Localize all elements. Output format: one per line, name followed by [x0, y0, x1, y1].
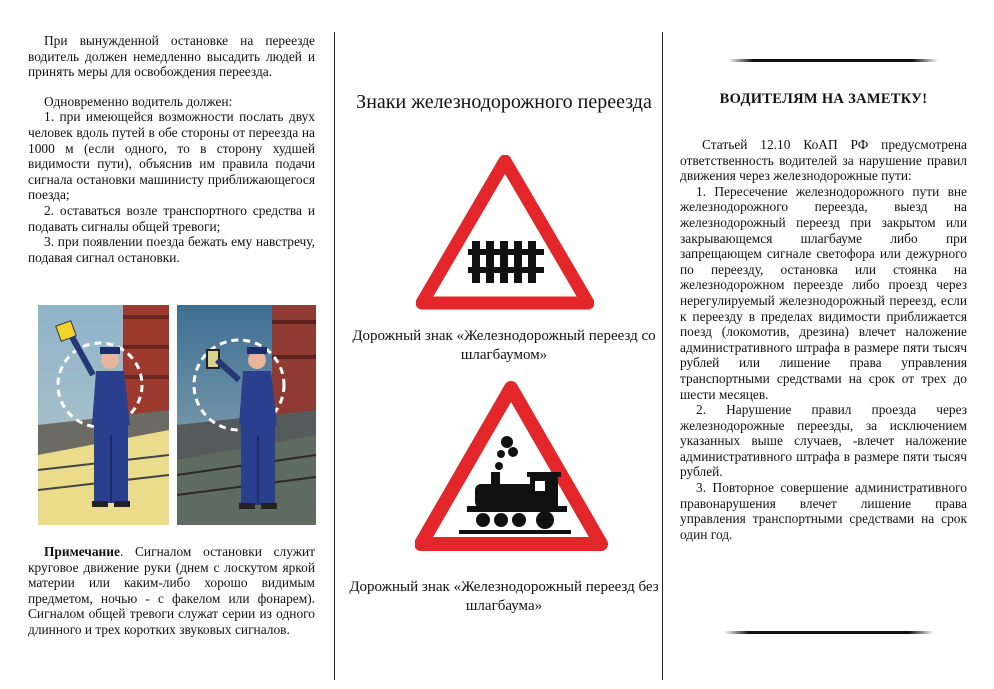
note-label: Примечание: [44, 544, 120, 559]
sign2-caption: Дорожный знак «Железнодорожный переезд без шлагбаума»: [349, 579, 659, 614]
left-item-3: 3. при появлении поезда бежать ему навстречу, подавая сигнал остановки.: [28, 234, 315, 265]
signs-title: Знаки железнодорожного переезда: [356, 91, 652, 113]
right-item-2: 2. Нарушение правил проезда через железнодорожные переезды, за исключением указанных выше случаев, -влечет наложение административного штрафа в размере пяти тысяч рублей.: [680, 402, 967, 480]
divider-left: [334, 32, 335, 680]
left-item-2: 2. оставаться возле транспортного средства и подавать сигналы общей тревоги;: [28, 202, 315, 234]
left-item-1: 1. при имеющейся возможности послать двух человек вдоль путей в обе стороны от переезда на 1000 м (если одного, то в сторону худшей видимости пути), объяснив им правила подачи сигнала остановки машинисту приближающегося поезда;: [28, 109, 315, 203]
railway-crossing-without-barrier-sign: [415, 380, 608, 552]
right-item-1: 1. Пересечение железнодорожного пути вне железнодорожного переезда, выезд на железнодорожный переезд при закрытом или закрывающемся шлагбауме либо при запрещающем сигнале светофора или дежурного по переезду, остановка или стоянка на железнодорожном переезде либо проезд через нерегулируемый железнодорожный переезд, если к переезду в пределах видимости приближается поезд (локомотив, дрезина) влечет наложение административного штрафа в размере пяти тысяч рублей или лишение права управления транспортными средствами на срок от трех до шести месяцев.: [680, 183, 967, 402]
notice-title: ВОДИТЕЛЯМ НА ЗАМЕТКУ!: [719, 91, 928, 107]
divider-right: [662, 32, 663, 680]
bottom-rule: [724, 631, 934, 634]
sign1-caption: Дорожный знак «Железнодорожный переезд со шлагбаумом»: [352, 328, 656, 363]
left-para-1: При вынужденной остановке на переезде водитель должен немедленно высадить людей и принять меры для освобождения переезда.: [28, 33, 315, 80]
left-note: [28, 544, 315, 638]
top-rule: [728, 59, 938, 62]
railway-barrier-icon: [468, 241, 544, 283]
flag-signal-illustration: [38, 305, 169, 525]
lantern-signal-illustration: [177, 305, 316, 525]
right-column: [680, 137, 967, 542]
railway-crossing-with-barrier-sign: [416, 155, 594, 311]
right-intro: Статьей 12.10 КоАП РФ предусмотрена ответственность водителей за нарушение правил движения через железнодорожные пути:: [680, 137, 967, 184]
left-para-2: Одновременно водитель должен:: [44, 93, 233, 109]
note-text: . Сигналом остановки служит круговое движение руки (днем с лоскутом яркой материи или каким-либо хорошо видимым предметом, ночью - с факелом или фонарем). Сигналом общей тревоги служат серии из одного длинного и трех коротких звуковых сигналов.: [28, 544, 315, 637]
left-column: [28, 33, 315, 265]
right-item-3: 3. Повторное совершение административного правонарушения влечет лишение права управления транспортными средствами на срок один год.: [680, 480, 967, 542]
